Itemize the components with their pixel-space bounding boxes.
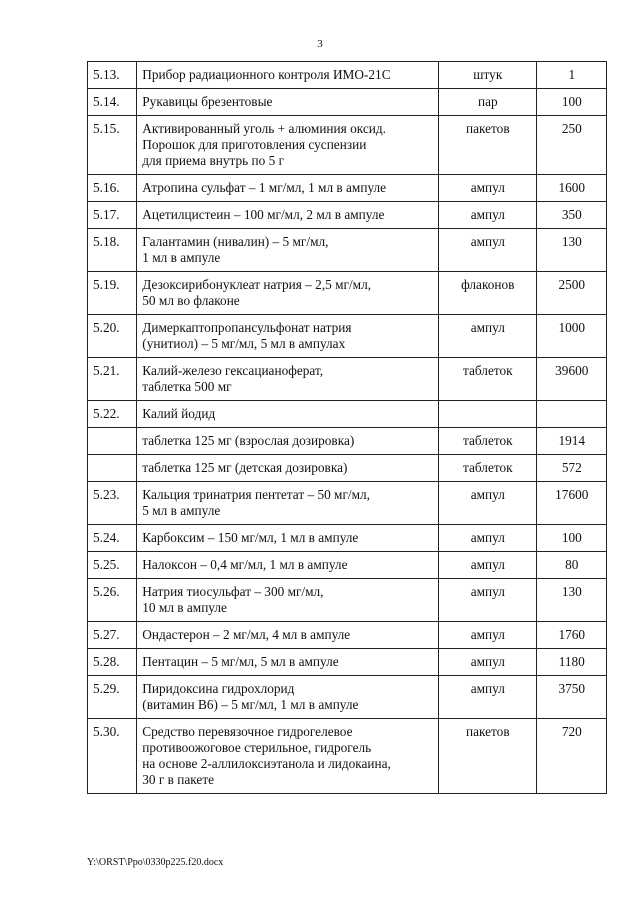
item-name — [137, 358, 439, 401]
item-unit: ампул — [439, 482, 537, 525]
item-unit: пар — [439, 89, 537, 116]
table-row — [88, 315, 607, 358]
item-name-line: Дезоксирибонуклеат натрия – 2,5 мг/мл, — [142, 277, 372, 292]
item-number: 5.15. — [88, 116, 137, 175]
item-unit: ампул — [439, 622, 537, 649]
item-number: 5.22. — [88, 401, 137, 428]
item-name-line: Средство перевязочное гидрогелевое — [142, 724, 353, 739]
item-name-line: 50 мл во флаконе — [142, 293, 240, 308]
item-name — [137, 202, 439, 229]
table-row — [88, 175, 607, 202]
item-quantity: 80 — [536, 552, 606, 579]
item-name-line: Галантамин (нивалин) – 5 мг/мл, — [142, 234, 329, 249]
item-name — [137, 719, 439, 794]
table-row — [88, 358, 607, 401]
item-unit: ампул — [439, 579, 537, 622]
item-quantity: 1180 — [536, 649, 606, 676]
table-row — [88, 401, 607, 428]
item-unit: штук — [439, 62, 537, 89]
item-number: 5.24. — [88, 525, 137, 552]
item-name-line: Атропина сульфат – 1 мг/мл, 1 мл в ампуле — [142, 180, 387, 195]
table-row — [88, 272, 607, 315]
item-name-line: противоожоговое стерильное, гидрогель — [142, 740, 372, 755]
item-name-line: 30 г в пакете — [142, 772, 215, 787]
table-row — [88, 676, 607, 719]
item-name-line: таблетка 125 мг (детская дозировка) — [142, 460, 348, 475]
item-name-line: Калий-железо гексацианоферат, — [142, 363, 324, 378]
item-unit: таблеток — [439, 455, 537, 482]
item-name — [137, 622, 439, 649]
table-row — [88, 455, 607, 482]
item-name — [137, 116, 439, 175]
item-name-line: Активированный уголь + алюминия оксид. — [142, 121, 386, 136]
item-name — [137, 579, 439, 622]
table-row — [88, 649, 607, 676]
item-unit: ампул — [439, 676, 537, 719]
item-name — [137, 525, 439, 552]
item-quantity: 130 — [536, 229, 606, 272]
table-row — [88, 202, 607, 229]
table-row — [88, 428, 607, 455]
item-quantity: 1600 — [536, 175, 606, 202]
footer-file-path: Y:\ORST\Ppo\0330p225.f20.docx — [87, 857, 224, 868]
item-name-line: Порошок для приготовления суспензии — [142, 137, 367, 152]
item-name-line: таблетка 500 мг — [142, 379, 232, 394]
item-name-line: Натрия тиосульфат – 300 мг/мл, — [142, 584, 324, 599]
item-name-line: для приема внутрь по 5 г — [142, 153, 285, 168]
item-name — [137, 455, 439, 482]
item-name-line: Ацетилцистеин – 100 мг/мл, 2 мл в ампуле — [142, 207, 385, 222]
item-number: 5.16. — [88, 175, 137, 202]
item-number: 5.26. — [88, 579, 137, 622]
item-number: 5.19. — [88, 272, 137, 315]
item-unit: ампул — [439, 229, 537, 272]
item-unit: ампул — [439, 525, 537, 552]
item-name — [137, 428, 439, 455]
item-number: 5.21. — [88, 358, 137, 401]
item-quantity: 3750 — [536, 676, 606, 719]
item-unit: таблеток — [439, 358, 537, 401]
item-quantity: 250 — [536, 116, 606, 175]
item-number — [88, 428, 137, 455]
table-row — [88, 525, 607, 552]
item-name-line: Карбоксим – 150 мг/мл, 1 мл в ампуле — [142, 530, 359, 545]
item-quantity: 39600 — [536, 358, 606, 401]
item-name-line: Рукавицы брезентовые — [142, 94, 273, 109]
item-name-line: (унитиол) – 5 мг/мл, 5 мл в ампулах — [142, 336, 346, 351]
item-unit: пакетов — [439, 116, 537, 175]
item-unit: ампул — [439, 552, 537, 579]
item-name-line: 10 мл в ампуле — [142, 600, 227, 615]
item-number: 5.30. — [88, 719, 137, 794]
item-quantity: 1914 — [536, 428, 606, 455]
item-number: 5.20. — [88, 315, 137, 358]
item-quantity: 1760 — [536, 622, 606, 649]
item-number: 5.14. — [88, 89, 137, 116]
item-number: 5.25. — [88, 552, 137, 579]
item-quantity: 572 — [536, 455, 606, 482]
item-name — [137, 175, 439, 202]
table-row — [88, 116, 607, 175]
item-name-line: Пентацин – 5 мг/мл, 5 мл в ампуле — [142, 654, 339, 669]
items-table-body — [88, 62, 607, 794]
item-name — [137, 649, 439, 676]
item-unit: пакетов — [439, 719, 537, 794]
item-number: 5.17. — [88, 202, 137, 229]
item-name-line: Кальция тринатрия пентетат – 50 мг/мл, — [142, 487, 370, 502]
item-name-line: Налоксон – 0,4 мг/мл, 1 мл в ампуле — [142, 557, 348, 572]
item-name — [137, 552, 439, 579]
item-unit: ампул — [439, 202, 537, 229]
item-name — [137, 229, 439, 272]
table-row — [88, 62, 607, 89]
table-row — [88, 622, 607, 649]
items-table — [87, 61, 607, 794]
item-quantity: 100 — [536, 89, 606, 116]
item-unit: таблеток — [439, 428, 537, 455]
table-row — [88, 552, 607, 579]
item-unit — [439, 401, 537, 428]
item-number: 5.13. — [88, 62, 137, 89]
item-quantity: 2500 — [536, 272, 606, 315]
item-unit: ампул — [439, 649, 537, 676]
item-quantity: 1000 — [536, 315, 606, 358]
table-row — [88, 579, 607, 622]
table-row — [88, 89, 607, 116]
table-row — [88, 719, 607, 794]
item-number: 5.18. — [88, 229, 137, 272]
item-quantity: 100 — [536, 525, 606, 552]
item-number: 5.23. — [88, 482, 137, 525]
item-name — [137, 401, 439, 428]
item-number: 5.29. — [88, 676, 137, 719]
item-name-line: (витамин В6) – 5 мг/мл, 1 мл в ампуле — [142, 697, 359, 712]
item-name-line: на основе 2-аллилоксиэтанола и лидокаина, — [142, 756, 391, 771]
item-name — [137, 62, 439, 89]
item-quantity: 720 — [536, 719, 606, 794]
item-number: 5.28. — [88, 649, 137, 676]
item-name — [137, 676, 439, 719]
item-quantity: 130 — [536, 579, 606, 622]
item-name — [137, 315, 439, 358]
item-name-line: Калий йодид — [142, 406, 216, 421]
table-row — [88, 482, 607, 525]
item-number: 5.27. — [88, 622, 137, 649]
item-name-line: Димеркаптопропансульфонат натрия — [142, 320, 352, 335]
item-quantity: 17600 — [536, 482, 606, 525]
item-number — [88, 455, 137, 482]
item-name-line: таблетка 125 мг (взрослая дозировка) — [142, 433, 355, 448]
item-name — [137, 482, 439, 525]
item-unit: ампул — [439, 315, 537, 358]
item-name — [137, 89, 439, 116]
item-unit: ампул — [439, 175, 537, 202]
item-name-line: Прибор радиационного контроля ИМО-21С — [142, 67, 391, 82]
item-name-line: 5 мл в ампуле — [142, 503, 221, 518]
item-name-line: 1 мл в ампуле — [142, 250, 221, 265]
page-number: 3 — [317, 38, 323, 50]
item-name — [137, 272, 439, 315]
item-name-line: Пиридоксина гидрохлорид — [142, 681, 295, 696]
item-unit: флаконов — [439, 272, 537, 315]
item-quantity: 1 — [536, 62, 606, 89]
item-name-line: Ондастерон – 2 мг/мл, 4 мл в ампуле — [142, 627, 351, 642]
table-row — [88, 229, 607, 272]
item-quantity — [536, 401, 606, 428]
item-quantity: 350 — [536, 202, 606, 229]
